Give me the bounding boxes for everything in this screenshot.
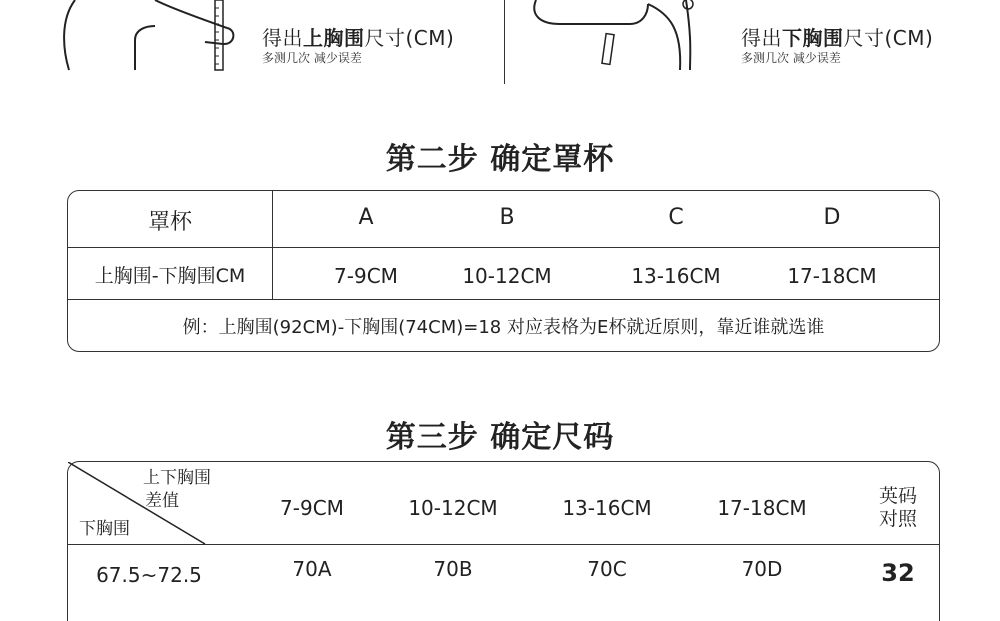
cup-a: A: [358, 205, 374, 230]
upper-bust-caption-prefix: 得出: [262, 26, 303, 50]
size-row-b: 70B: [433, 557, 473, 581]
measure-under-bust-illustration: [530, 0, 720, 75]
cup-range-d: 17-18CM: [787, 264, 877, 288]
cup-table-row-divider-1: [68, 247, 939, 248]
diff-col-4: 17-18CM: [717, 496, 807, 520]
cup-example: 例：上胸围(92CM)-下胸围(74CM)=18 对应表格为E杯就近原则，靠近谁就选谁: [182, 317, 825, 338]
diff-col-2: 10-12CM: [408, 496, 498, 520]
measure-upper-bust-illustration: [55, 0, 295, 75]
cup-range-c: 13-16CM: [631, 264, 721, 288]
under-bust-caption-prefix: 得出: [741, 26, 782, 50]
size-row-d: 70D: [741, 557, 783, 581]
cup-table-row-divider-2: [68, 299, 939, 300]
size-row-underbust: 67.5~72.5: [96, 563, 202, 587]
under-bust-subcaption: 多测几次 减少误差: [741, 51, 841, 65]
cup-b: B: [499, 205, 515, 230]
size-row-c: 70C: [587, 557, 627, 581]
size-row-a: 70A: [292, 557, 332, 581]
corner-bottom: 下胸围: [79, 519, 130, 539]
cup-d: D: [823, 205, 841, 230]
under-bust-caption-suffix: 尺寸(CM): [843, 26, 934, 50]
uk-header-line2: 对照: [878, 508, 917, 530]
upper-bust-caption-bold: 上胸围: [303, 26, 365, 50]
diff-col-3: 13-16CM: [562, 496, 652, 520]
corner-top-line2: 差值: [145, 491, 179, 511]
step1-divider: [504, 0, 505, 84]
cup-c: C: [668, 205, 684, 230]
corner-top-line1: 上下胸围: [143, 468, 211, 488]
upper-bust-subcaption: 多测几次 减少误差: [262, 51, 362, 65]
cup-header-label: 罩杯: [147, 210, 192, 235]
uk-header-line1: 英码: [878, 485, 917, 507]
cup-range-a: 7-9CM: [334, 264, 398, 288]
cup-range-b: 10-12CM: [462, 264, 552, 288]
upper-bust-caption-suffix: 尺寸(CM): [364, 26, 455, 50]
step2-title: 第二步 确定罩杯: [385, 142, 615, 177]
upper-bust-caption: [262, 22, 454, 51]
size-row-uk: 32: [881, 559, 915, 587]
diff-col-1: 7-9CM: [280, 496, 344, 520]
cup-row-label: 上胸围-下胸围CM: [94, 265, 246, 287]
under-bust-caption-bold: 下胸围: [782, 26, 844, 50]
under-bust-caption: [741, 22, 933, 51]
cup-table-col-divider: [272, 191, 273, 299]
step3-title: 第三步 确定尺码: [385, 420, 615, 455]
